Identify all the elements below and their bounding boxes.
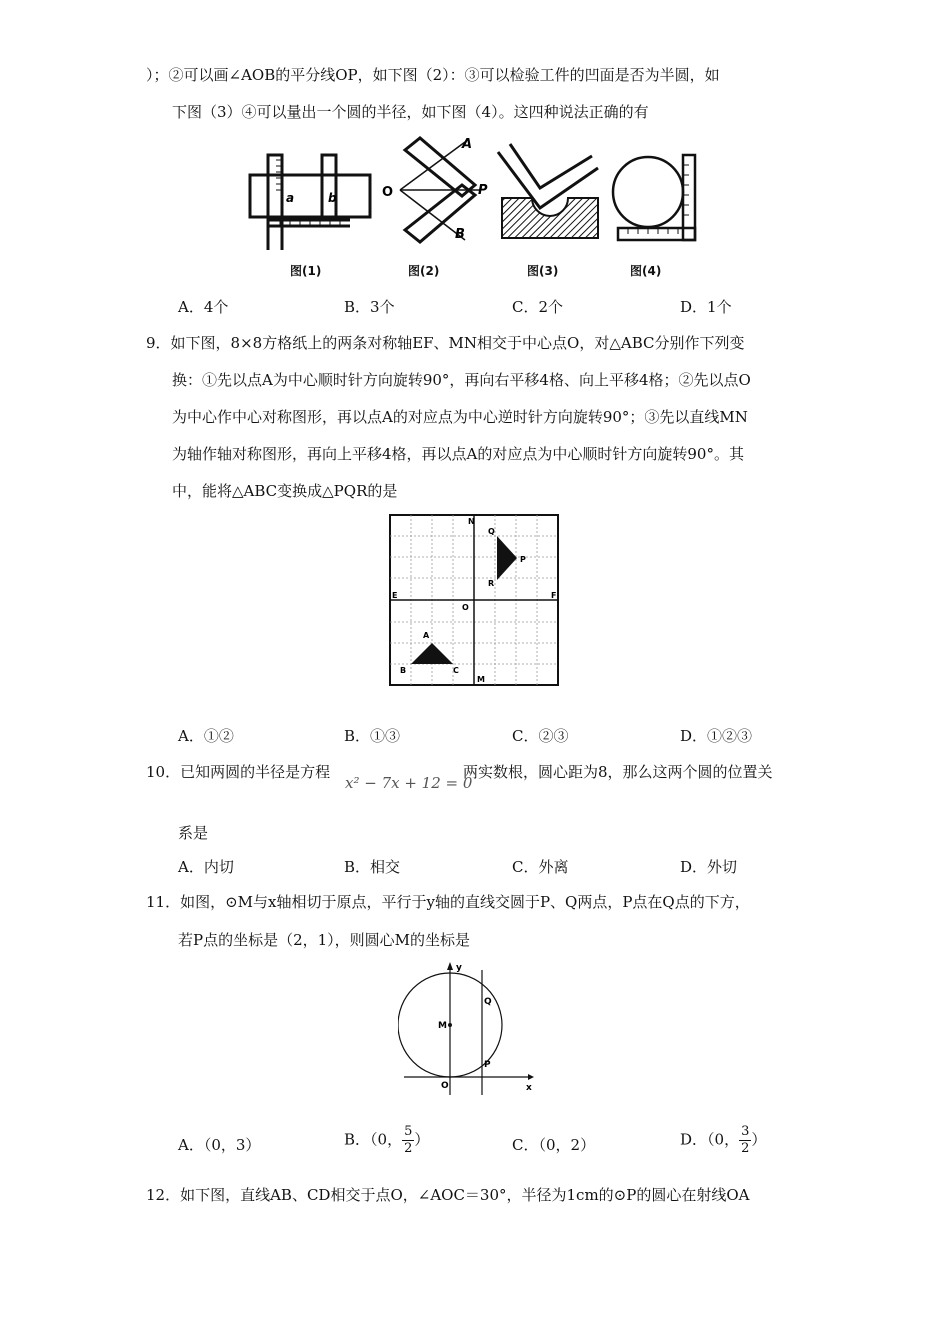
q9-option-c: C．②③ [512,727,569,745]
q11-text-line2: 若P点的坐标是（2，1），则圆心M的坐标是 [178,931,471,949]
fig2-label-P: P [478,183,488,198]
grid-label-B: B [400,666,407,675]
q8-option-d: D．1个 [680,298,732,316]
q10-text-line1b: 两实数根，圆心距为8，那么这两个圆的位置关 [463,763,773,781]
q11-option-d-suffix: ） [751,1130,767,1149]
q11-option-b-denominator: 2 [404,1141,413,1156]
grid-label-O: O [462,603,469,612]
fig2-label-B: B [455,227,465,242]
q10-text-line1a: 10．已知两圆的半径是方程 [146,763,331,781]
grid-label-E: E [392,591,398,600]
label-P: P [484,1060,491,1070]
q11-option-b-prefix: B．（0， [344,1130,403,1149]
fig1-label-b: b [328,191,337,205]
q11-option-b [344,1124,429,1157]
q9-option-a: A．①② [178,727,234,745]
q10-option-a: A．内切 [178,858,234,876]
fig2-caption: 图(2) [408,264,440,278]
q10-option-b: B．相交 [344,858,401,876]
q8-figures [240,130,710,250]
q11-option-b-numerator: 5 [404,1124,413,1139]
q9-text-line5: 中，能将△ABC变换成△PQR的是 [172,482,398,500]
q8-option-c: C．2个 [512,298,564,316]
fig3-workpiece [502,198,598,238]
fig4-caption: 图(4) [630,264,662,278]
q10-option-c: C．外离 [512,858,569,876]
fig1-caption: 图(1) [290,264,322,278]
q9-text-line3: 为中心作中心对称图形，再以点A的对应点为中心逆时针方向旋转90°；③先以直线MN [172,408,748,426]
label-y: y [456,963,462,973]
fig2-label-O: O [382,185,394,200]
fig4-square [618,155,695,240]
q11-option-d-fraction [739,1124,751,1157]
q8-text-line1: ）；②可以画∠AOB的平分线OP，如下图（2）：③可以检验工件的凹面是否为半圆，如 [146,66,720,84]
label-O: O [441,1081,449,1091]
fig2-bisector [400,138,480,242]
q11-option-d-prefix: D．（0， [680,1130,740,1149]
q9-grid-figure [385,510,565,690]
q8-option-b: B．3个 [344,298,395,316]
fig1-label-a: a [286,191,295,205]
triangle-abc [411,643,453,664]
grid-label-Q: Q [488,527,495,536]
q12-text-line1: 12．如下图，直线AB、CD相交于点O，∠AOC＝30°，半径为1cm的⊙P的圆心在射线OA [146,1186,750,1204]
x-axis-arrow-icon [528,1074,534,1080]
q8-text-line2: 下图（3）④可以量出一个圆的半径，如下图（4）。这四种说法正确的有 [172,103,649,121]
label-Q: Q [484,997,492,1007]
grid-label-P: P [520,555,526,564]
q11-option-d [680,1124,766,1157]
y-axis-arrow-icon [447,962,453,970]
q11-option-d-numerator: 3 [741,1124,750,1139]
q11-option-c: C．（0，2） [512,1136,596,1154]
q8-option-a: A．4个 [178,298,229,316]
grid-label-C: C [453,666,459,675]
q11-option-b-suffix: ） [414,1130,430,1149]
fig1-rulers [250,155,370,250]
q9-text-line4: 为轴作轴对称图形，再向上平移4格，再以点A的对应点为中心顺时针方向旋转90°。其 [172,445,744,463]
q9-option-b: B．①③ [344,727,401,745]
q11-text-line1: 11．如图，⊙M与x轴相切于原点，平行于y轴的直线交圆于P、Q两点，P点在Q点的下方， [146,893,750,911]
q11-circle-figure [398,960,538,1100]
fig4-circle [613,157,683,227]
triangle-pqr [497,536,517,580]
q10-equation: x² − 7x + 12 = 0 [345,774,473,792]
fig3-caption: 图(3) [527,264,559,278]
q11-option-b-fraction [402,1124,414,1157]
grid-label-A: A [423,631,430,640]
fig2-label-A: A [462,137,473,152]
label-M: M [438,1021,447,1031]
q10-option-d: D．外切 [680,858,738,876]
label-x: x [526,1083,532,1093]
center-m-point [448,1023,452,1027]
grid-label-M: M [477,675,485,684]
grid-label-F: F [551,591,557,600]
q10-text-line2: 系是 [178,824,209,842]
grid-label-N: N [468,517,475,526]
q11-option-a: A．（0，3） [178,1136,261,1154]
q9-text-line1: 9．如下图，8×8方格纸上的两条对称轴EF、MN相交于中心点O，对△ABC分别作下列变 [146,334,745,352]
q11-option-d-denominator: 2 [741,1141,750,1156]
q9-option-d: D．①②③ [680,727,753,745]
q9-text-line2: 换：①先以点A为中心顺时针方向旋转90°，再向右平移4格、向上平移4格；②先以点O [172,371,751,389]
grid-label-R: R [488,579,495,588]
